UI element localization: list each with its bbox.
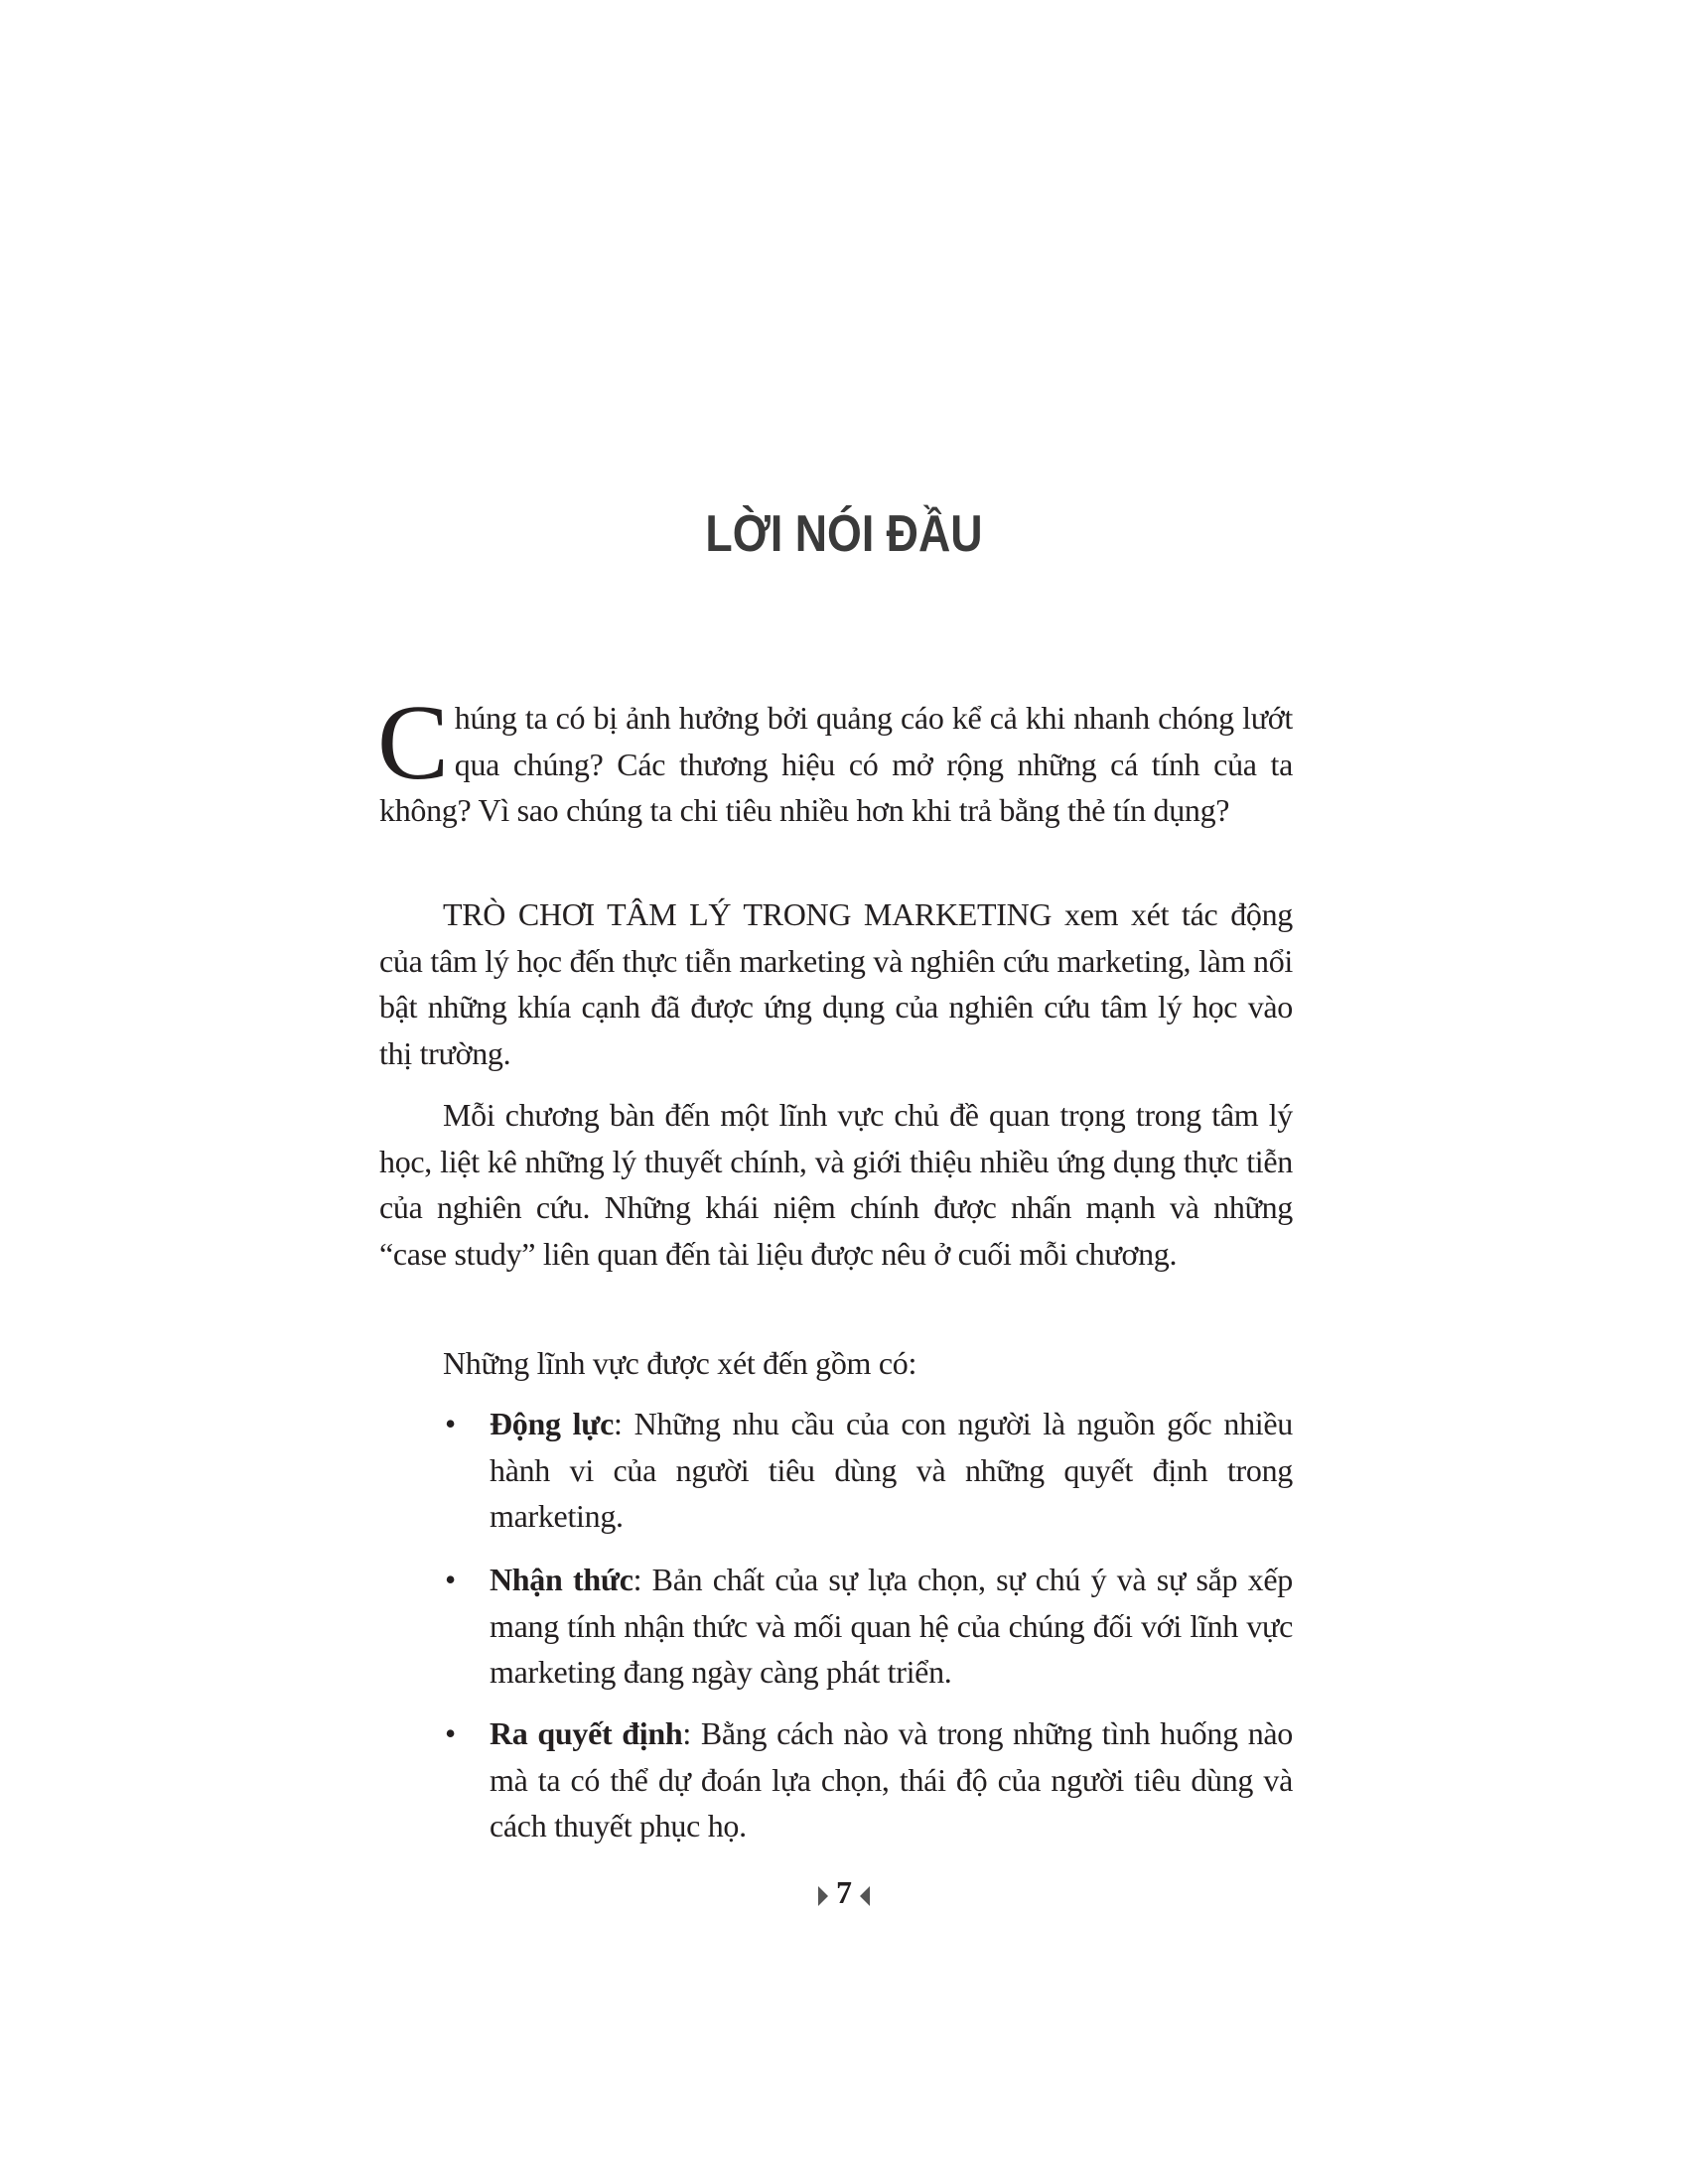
intro-paragraph-4: Những lĩnh vực được xét đến gồm có: <box>443 1345 917 1381</box>
bullet-term: Động lực <box>490 1406 615 1441</box>
intro-paragraph-1 <box>377 684 1293 834</box>
intro-paragraph-3: Mỗi chương bàn đến một lĩnh vực chủ đề quan trọng trong tâm lý học, liệt kê những lý thuyết chính, và giới thiệu nhiều ứng dụng thực tiễn của nghiên cứu. Những khái niệm chính được nhấn mạnh và những “case study” liên quan đến tài liệu được nêu ở cuối mỗi chương. <box>379 1097 1293 1272</box>
triangle-left-icon <box>860 1886 870 1906</box>
paragraph-text: húng ta có bị ảnh hưởng bởi quảng cáo kể cả khi nhanh chóng lướt qua chúng? Các thương hiệu có mở rộng những cá tính của ta không? Vì sao chúng ta chi tiêu nhiều hơn khi trả bằng thẻ tín dụng? <box>379 700 1293 828</box>
bullet-item-decision <box>379 1710 1293 1849</box>
bullet-text: : Những nhu cầu của con người là nguồn gốc nhiều hành vi của người tiêu dùng và những quyết định trong marketing. <box>490 1406 1293 1534</box>
bullet-term: Ra quyết định <box>490 1715 683 1751</box>
bullet-item-motivation <box>379 1401 1293 1540</box>
bullet-term: Nhận thức <box>490 1562 633 1597</box>
drop-cap: C <box>377 684 449 802</box>
bullet-text: : Bằng cách nào và trong những tình huống nào mà ta có thể dự đoán lựa chọn, thái độ của người tiêu dùng và cách thuyết phục họ. <box>490 1715 1293 1843</box>
bullet-icon: • <box>445 1715 457 1751</box>
page-number-text: 7 <box>836 1874 852 1910</box>
intro-paragraph-2: TRÒ CHƠI TÂM LÝ TRONG MARKETING xem xét tác động của tâm lý học đến thực tiễn marketing và nghiên cứu marketing, làm nổi bật những khía cạnh đã được ứng dụng của nghiên cứu tâm lý học vào thị trường. <box>379 896 1293 1071</box>
bullet-icon: • <box>445 1562 457 1597</box>
bullet-text: : Bản chất của sự lựa chọn, sự chú ý và sự sắp xếp mang tính nhận thức và mối quan hệ của chúng đối với lĩnh vực marketing đang ngày càng phát triển. <box>490 1562 1293 1690</box>
page-title: LỜI NÓI ĐẦU <box>705 505 983 563</box>
triangle-right-icon <box>818 1886 828 1906</box>
bullet-icon: • <box>445 1406 457 1441</box>
bullet-item-perception <box>379 1557 1293 1696</box>
page-number <box>0 1874 1688 1911</box>
